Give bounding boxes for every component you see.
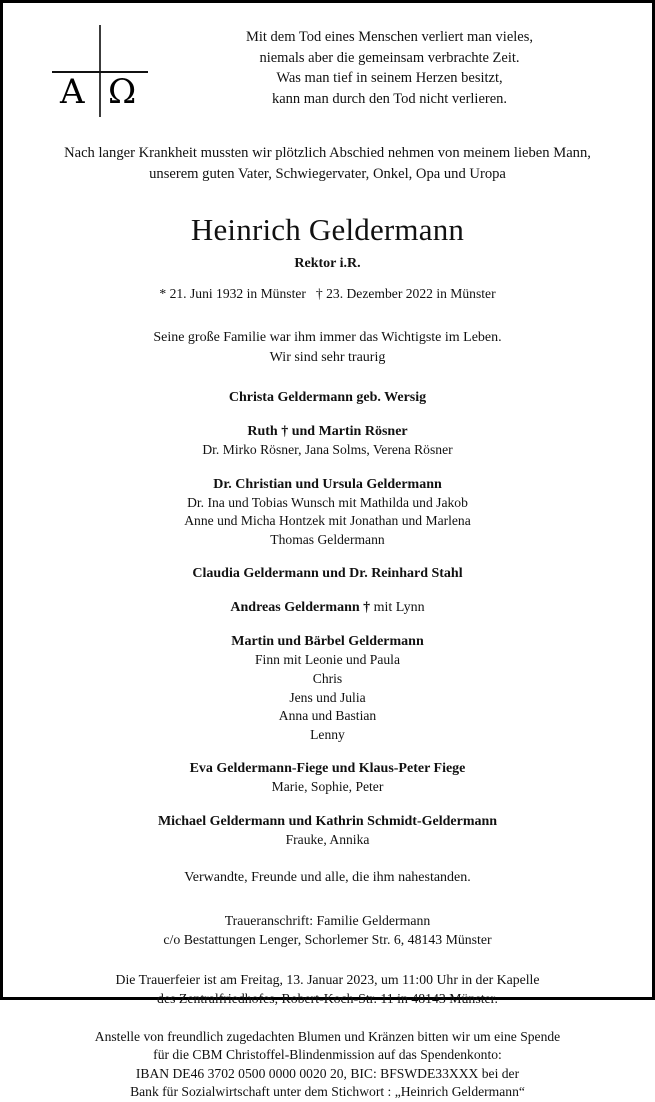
family-sub-name: Anne und Micha Hontzek mit Jonathan und Marlena: [184, 513, 471, 529]
family-group: [25, 759, 630, 797]
family-lead-name: [25, 812, 630, 831]
family-list: [25, 388, 630, 850]
closing-line: Verwandte, Freunde und alle, die ihm nahestanden.: [184, 869, 471, 885]
intro-line: unserem guten Vater, Schwiegervater, Onkel, Opa und Uropa: [149, 166, 506, 182]
address-line: Traueranschrift: Familie Geldermann: [224, 912, 431, 928]
verse-line: Was man tief in seinem Herzen besitzt,: [276, 70, 503, 86]
family-sub-name: Finn mit Leonie und Paula: [255, 652, 400, 668]
symbol-container: [25, 19, 175, 117]
notice-header: [25, 19, 630, 117]
sentiment-line: Seine große Familie war ihm immer das Wichtigste im Leben.: [153, 330, 502, 345]
family-sub-name: Marie, Sophie, Peter: [271, 779, 384, 795]
family-sub-name: Chris: [312, 670, 343, 686]
family-lead-bold: Dr. Christian und Ursula Geldermann: [213, 476, 442, 492]
family-sub-name: Dr. Mirko Rösner, Jana Solms, Verena Rösner: [202, 442, 453, 457]
sentiment-text: [25, 328, 630, 368]
family-sub-name: Jens und Julia: [289, 689, 366, 705]
family-group: [25, 564, 630, 583]
family-lead-name: [25, 388, 630, 407]
deceased-dates: [25, 286, 630, 302]
donation-line: Bank für Sozialwirtschaft unter dem Stichwort : „Heinrich Geldermann“: [130, 1084, 525, 1100]
family-sub-name: Anna und Bastian: [278, 708, 377, 724]
service-line: Die Trauerfeier ist am Freitag, 13. Januar 2023, um 11:00 Uhr in der Kapelle: [115, 971, 540, 987]
death-date: † 23. Dezember 2022 in Münster: [315, 286, 496, 301]
family-lead-bold: Martin und Bärbel Geldermann: [231, 634, 424, 650]
family-lead-bold: Michael Geldermann und Kathrin Schmidt-Geldermann: [157, 813, 498, 829]
memorial-verse: [175, 19, 630, 109]
verse-line: niemals aber die gemeinsam verbrachte Zeit.: [259, 49, 520, 66]
verse-line: Mit dem Tod eines Menschen verliert man vieles,: [245, 29, 534, 45]
introduction-text: [25, 143, 630, 185]
family-lead-bold: Christa Geldermann geb. Wersig: [228, 390, 427, 405]
alpha-omega-cross-icon: [52, 25, 148, 117]
service-line: des Zentralfriedhofes, Robert-Koch-Str. 11 in 48143 Münster.: [157, 990, 498, 1006]
family-lead-suffix: mit Lynn: [370, 600, 425, 616]
mourning-address: [25, 911, 630, 949]
omega-glyph: Ω: [108, 72, 137, 112]
intro-line: Nach langer Krankheit mussten wir plötzlich Abschied nehmen von meinem lieben Mann,: [64, 145, 591, 161]
family-sub-name: Dr. Ina und Tobias Wunsch mit Mathilda und Jakob: [187, 494, 468, 510]
family-sub-name: Frauke, Annika: [285, 831, 370, 847]
family-lead-bold: Claudia Geldermann und Dr. Reinhard Stahl: [192, 566, 463, 582]
obituary-content: [3, 3, 652, 1100]
verse-line: kann man durch den Tod nicht verlieren.: [271, 90, 508, 107]
family-group: [25, 812, 630, 850]
family-lead-name: [25, 422, 630, 441]
family-lead-name: [25, 759, 630, 778]
birth-date: * 21. Juni 1932 in Münster: [159, 286, 306, 301]
address-line: c/o Bestattungen Lenger, Schorlemer Str. 6, 48143 Münster: [163, 931, 492, 947]
family-sub-name: Lenny: [310, 726, 345, 742]
family-group: [25, 422, 630, 460]
funeral-service-details: [25, 970, 630, 1008]
donation-request: [25, 1028, 630, 1102]
donation-line: für die CBM Christoffel-Blindenmission auf das Spendenkonto:: [153, 1047, 502, 1063]
alpha-glyph: A: [60, 72, 85, 112]
family-group: [25, 598, 630, 617]
family-sub-name: Thomas Geldermann: [270, 531, 385, 547]
family-group: [25, 388, 630, 407]
family-group: [25, 632, 630, 744]
family-lead-name: [25, 564, 630, 583]
sentiment-line: Wir sind sehr traurig: [269, 350, 386, 365]
family-lead-name: [25, 632, 630, 651]
family-lead-bold: Eva Geldermann-Fiege und Klaus-Peter Fiege: [189, 761, 466, 777]
donation-line: Anstelle von freundlich zugedachten Blumen und Kränzen bitten wir um eine Spende: [94, 1028, 561, 1044]
family-lead-bold: Andreas Geldermann †: [230, 600, 371, 616]
deceased-title: Rektor i.R.: [294, 256, 361, 271]
donation-line: IBAN DE46 3702 0500 0000 0020 20, BIC: BFSWDE33XXX bei der: [135, 1065, 520, 1081]
deceased-name: Heinrich Geldermann: [190, 212, 465, 247]
family-lead-name: [25, 598, 630, 617]
family-lead-bold: Ruth † und Martin Rösner: [247, 424, 408, 439]
family-group: [25, 475, 630, 550]
family-lead-name: [25, 475, 630, 494]
